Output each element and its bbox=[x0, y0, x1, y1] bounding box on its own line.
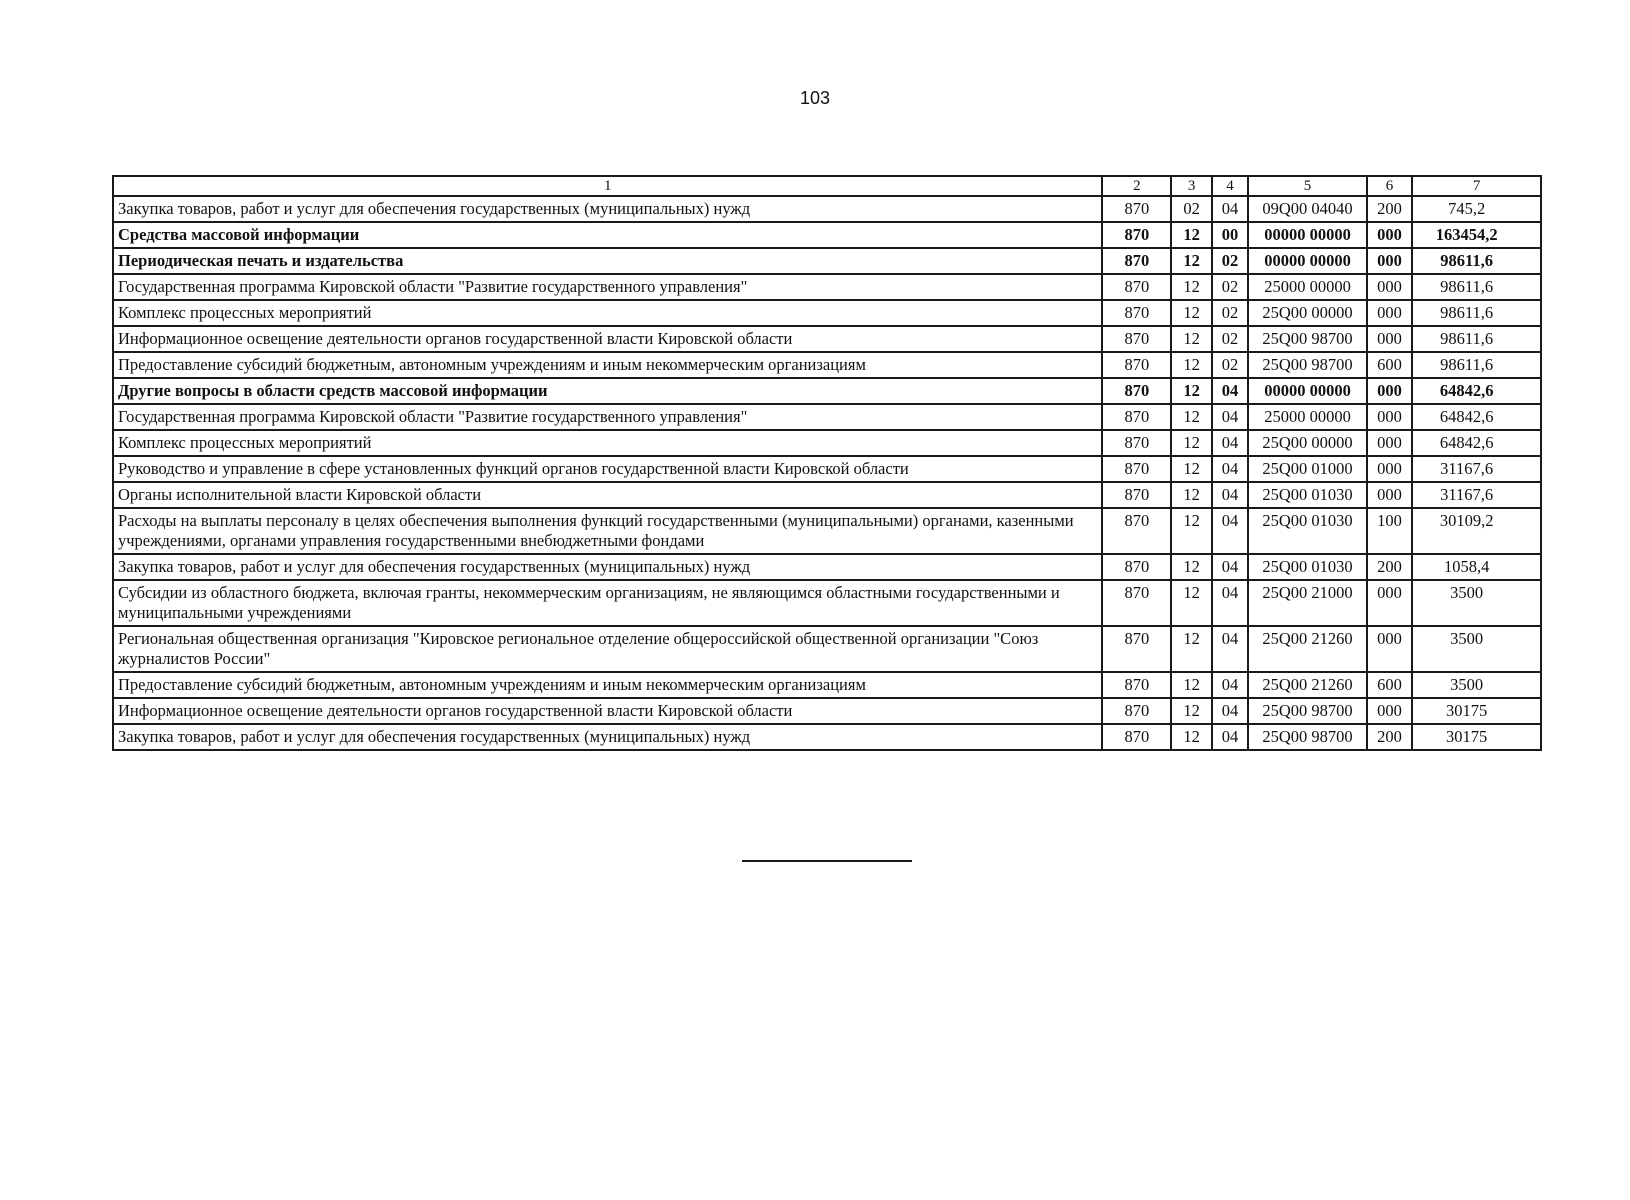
row-subsection-cell: 02 bbox=[1212, 352, 1248, 378]
table-row bbox=[113, 352, 1541, 378]
row-name-cell: Предоставление субсидий бюджетным, автономным учреждениям и иным некоммерческим организациям bbox=[113, 672, 1102, 698]
row-target-article-cell: 00000 00000 bbox=[1248, 222, 1366, 248]
row-expense-type-cell: 000 bbox=[1367, 222, 1413, 248]
column-header-1: 1 bbox=[113, 176, 1102, 196]
row-section-cell: 12 bbox=[1171, 456, 1212, 482]
column-header-6: 6 bbox=[1367, 176, 1413, 196]
row-expense-type-cell: 000 bbox=[1367, 456, 1413, 482]
row-amount-cell: 745,2 bbox=[1412, 196, 1541, 222]
table-row bbox=[113, 196, 1541, 222]
row-subsection-cell: 04 bbox=[1212, 482, 1248, 508]
table-row bbox=[113, 482, 1541, 508]
row-expense-type-cell: 100 bbox=[1367, 508, 1413, 554]
table-row bbox=[113, 222, 1541, 248]
row-expense-type-cell: 000 bbox=[1367, 430, 1413, 456]
row-code-cell: 870 bbox=[1102, 248, 1171, 274]
row-section-cell: 12 bbox=[1171, 222, 1212, 248]
row-target-article-cell: 25Q00 98700 bbox=[1248, 352, 1366, 378]
row-target-article-cell: 25Q00 21000 bbox=[1248, 580, 1366, 626]
row-target-article-cell: 25Q00 98700 bbox=[1248, 724, 1366, 750]
row-name-cell: Периодическая печать и издательства bbox=[113, 248, 1102, 274]
row-name-cell: Государственная программа Кировской области "Развитие государственного управления" bbox=[113, 274, 1102, 300]
row-subsection-cell: 02 bbox=[1212, 326, 1248, 352]
table-body bbox=[113, 196, 1541, 750]
row-target-article-cell: 25Q00 00000 bbox=[1248, 300, 1366, 326]
end-of-document-rule bbox=[742, 860, 912, 862]
row-subsection-cell: 04 bbox=[1212, 698, 1248, 724]
row-amount-cell: 98611,6 bbox=[1412, 326, 1541, 352]
row-section-cell: 12 bbox=[1171, 248, 1212, 274]
row-amount-cell: 3500 bbox=[1412, 626, 1541, 672]
row-subsection-cell: 04 bbox=[1212, 196, 1248, 222]
row-amount-cell: 30109,2 bbox=[1412, 508, 1541, 554]
table-row bbox=[113, 672, 1541, 698]
row-name-cell: Другие вопросы в области средств массовой информации bbox=[113, 378, 1102, 404]
row-target-article-cell: 00000 00000 bbox=[1248, 248, 1366, 274]
row-section-cell: 12 bbox=[1171, 626, 1212, 672]
row-subsection-cell: 04 bbox=[1212, 672, 1248, 698]
row-expense-type-cell: 200 bbox=[1367, 554, 1413, 580]
row-section-cell: 12 bbox=[1171, 482, 1212, 508]
row-name-cell: Закупка товаров, работ и услуг для обеспечения государственных (муниципальных) нужд bbox=[113, 554, 1102, 580]
row-expense-type-cell: 000 bbox=[1367, 274, 1413, 300]
row-expense-type-cell: 000 bbox=[1367, 300, 1413, 326]
column-header-3: 3 bbox=[1171, 176, 1212, 196]
row-section-cell: 12 bbox=[1171, 378, 1212, 404]
row-subsection-cell: 02 bbox=[1212, 300, 1248, 326]
row-amount-cell: 98611,6 bbox=[1412, 248, 1541, 274]
row-subsection-cell: 00 bbox=[1212, 222, 1248, 248]
row-name-cell: Закупка товаров, работ и услуг для обеспечения государственных (муниципальных) нужд bbox=[113, 196, 1102, 222]
row-section-cell: 12 bbox=[1171, 580, 1212, 626]
row-amount-cell: 31167,6 bbox=[1412, 482, 1541, 508]
row-target-article-cell: 25Q00 01030 bbox=[1248, 554, 1366, 580]
row-name-cell: Региональная общественная организация "Кировское региональное отделение общероссийской общественной организации "Союз журналистов России" bbox=[113, 626, 1102, 672]
row-subsection-cell: 04 bbox=[1212, 580, 1248, 626]
row-section-cell: 12 bbox=[1171, 724, 1212, 750]
row-target-article-cell: 09Q00 04040 bbox=[1248, 196, 1366, 222]
row-name-cell: Комплекс процессных мероприятий bbox=[113, 430, 1102, 456]
row-target-article-cell: 25Q00 98700 bbox=[1248, 698, 1366, 724]
row-expense-type-cell: 000 bbox=[1367, 378, 1413, 404]
row-subsection-cell: 04 bbox=[1212, 378, 1248, 404]
row-section-cell: 12 bbox=[1171, 300, 1212, 326]
row-name-cell: Субсидии из областного бюджета, включая гранты, некоммерческим организациям, не являющимся областными государственными и муниципальными учреждениями bbox=[113, 580, 1102, 626]
table-row bbox=[113, 554, 1541, 580]
row-subsection-cell: 04 bbox=[1212, 554, 1248, 580]
row-name-cell: Информационное освещение деятельности органов государственной власти Кировской области bbox=[113, 326, 1102, 352]
row-amount-cell: 3500 bbox=[1412, 672, 1541, 698]
row-expense-type-cell: 000 bbox=[1367, 482, 1413, 508]
row-amount-cell: 64842,6 bbox=[1412, 404, 1541, 430]
row-section-cell: 12 bbox=[1171, 508, 1212, 554]
row-section-cell: 12 bbox=[1171, 326, 1212, 352]
row-subsection-cell: 02 bbox=[1212, 248, 1248, 274]
column-header-5: 5 bbox=[1248, 176, 1366, 196]
row-target-article-cell: 25Q00 00000 bbox=[1248, 430, 1366, 456]
row-code-cell: 870 bbox=[1102, 274, 1171, 300]
row-code-cell: 870 bbox=[1102, 378, 1171, 404]
table-row bbox=[113, 456, 1541, 482]
row-code-cell: 870 bbox=[1102, 456, 1171, 482]
row-expense-type-cell: 600 bbox=[1367, 672, 1413, 698]
row-amount-cell: 98611,6 bbox=[1412, 274, 1541, 300]
row-name-cell: Органы исполнительной власти Кировской области bbox=[113, 482, 1102, 508]
row-code-cell: 870 bbox=[1102, 508, 1171, 554]
table-row bbox=[113, 580, 1541, 626]
table-header-row bbox=[113, 176, 1541, 196]
table-row bbox=[113, 326, 1541, 352]
row-target-article-cell: 25Q00 01000 bbox=[1248, 456, 1366, 482]
row-code-cell: 870 bbox=[1102, 300, 1171, 326]
row-section-cell: 12 bbox=[1171, 430, 1212, 456]
budget-table bbox=[112, 175, 1542, 751]
row-expense-type-cell: 200 bbox=[1367, 724, 1413, 750]
row-name-cell: Руководство и управление в сфере установленных функций органов государственной власти Кировской области bbox=[113, 456, 1102, 482]
row-code-cell: 870 bbox=[1102, 430, 1171, 456]
row-amount-cell: 64842,6 bbox=[1412, 430, 1541, 456]
row-amount-cell: 64842,6 bbox=[1412, 378, 1541, 404]
row-subsection-cell: 04 bbox=[1212, 456, 1248, 482]
row-expense-type-cell: 600 bbox=[1367, 352, 1413, 378]
row-target-article-cell: 25Q00 21260 bbox=[1248, 672, 1366, 698]
row-subsection-cell: 04 bbox=[1212, 430, 1248, 456]
row-expense-type-cell: 000 bbox=[1367, 626, 1413, 672]
table-row bbox=[113, 626, 1541, 672]
row-name-cell: Расходы на выплаты персоналу в целях обеспечения выполнения функций государственными (муниципальными) органами, казенными учреждениями, органами управления государственными внебюджетными фондами bbox=[113, 508, 1102, 554]
row-name-cell: Средства массовой информации bbox=[113, 222, 1102, 248]
row-amount-cell: 3500 bbox=[1412, 580, 1541, 626]
row-amount-cell: 163454,2 bbox=[1412, 222, 1541, 248]
row-target-article-cell: 25000 00000 bbox=[1248, 404, 1366, 430]
row-code-cell: 870 bbox=[1102, 626, 1171, 672]
row-subsection-cell: 04 bbox=[1212, 626, 1248, 672]
column-header-4: 4 bbox=[1212, 176, 1248, 196]
row-code-cell: 870 bbox=[1102, 326, 1171, 352]
row-name-cell: Комплекс процессных мероприятий bbox=[113, 300, 1102, 326]
row-amount-cell: 30175 bbox=[1412, 724, 1541, 750]
table-row bbox=[113, 430, 1541, 456]
row-subsection-cell: 02 bbox=[1212, 274, 1248, 300]
row-target-article-cell: 00000 00000 bbox=[1248, 378, 1366, 404]
row-amount-cell: 98611,6 bbox=[1412, 300, 1541, 326]
table-row bbox=[113, 724, 1541, 750]
column-header-7: 7 bbox=[1412, 176, 1541, 196]
row-target-article-cell: 25Q00 98700 bbox=[1248, 326, 1366, 352]
row-code-cell: 870 bbox=[1102, 222, 1171, 248]
row-code-cell: 870 bbox=[1102, 352, 1171, 378]
row-section-cell: 12 bbox=[1171, 404, 1212, 430]
row-code-cell: 870 bbox=[1102, 698, 1171, 724]
table-row bbox=[113, 404, 1541, 430]
row-section-cell: 12 bbox=[1171, 352, 1212, 378]
row-target-article-cell: 25Q00 21260 bbox=[1248, 626, 1366, 672]
row-code-cell: 870 bbox=[1102, 482, 1171, 508]
row-name-cell: Информационное освещение деятельности органов государственной власти Кировской области bbox=[113, 698, 1102, 724]
table-row bbox=[113, 248, 1541, 274]
page-number: 103 bbox=[799, 88, 831, 108]
row-target-article-cell: 25Q00 01030 bbox=[1248, 508, 1366, 554]
table-row bbox=[113, 300, 1541, 326]
row-subsection-cell: 04 bbox=[1212, 404, 1248, 430]
row-section-cell: 02 bbox=[1171, 196, 1212, 222]
row-expense-type-cell: 200 bbox=[1367, 196, 1413, 222]
row-section-cell: 12 bbox=[1171, 554, 1212, 580]
row-amount-cell: 30175 bbox=[1412, 698, 1541, 724]
row-target-article-cell: 25Q00 01030 bbox=[1248, 482, 1366, 508]
row-name-cell: Государственная программа Кировской области "Развитие государственного управления" bbox=[113, 404, 1102, 430]
row-code-cell: 870 bbox=[1102, 672, 1171, 698]
row-subsection-cell: 04 bbox=[1212, 508, 1248, 554]
row-expense-type-cell: 000 bbox=[1367, 248, 1413, 274]
row-amount-cell: 98611,6 bbox=[1412, 352, 1541, 378]
row-expense-type-cell: 000 bbox=[1367, 404, 1413, 430]
row-section-cell: 12 bbox=[1171, 698, 1212, 724]
row-expense-type-cell: 000 bbox=[1367, 698, 1413, 724]
row-code-cell: 870 bbox=[1102, 724, 1171, 750]
row-code-cell: 870 bbox=[1102, 554, 1171, 580]
row-code-cell: 870 bbox=[1102, 404, 1171, 430]
table-row bbox=[113, 698, 1541, 724]
row-amount-cell: 1058,4 bbox=[1412, 554, 1541, 580]
row-section-cell: 12 bbox=[1171, 274, 1212, 300]
row-name-cell: Предоставление субсидий бюджетным, автономным учреждениям и иным некоммерческим организациям bbox=[113, 352, 1102, 378]
row-code-cell: 870 bbox=[1102, 196, 1171, 222]
table-row bbox=[113, 508, 1541, 554]
table-row bbox=[113, 378, 1541, 404]
row-subsection-cell: 04 bbox=[1212, 724, 1248, 750]
table-row bbox=[113, 274, 1541, 300]
row-section-cell: 12 bbox=[1171, 672, 1212, 698]
row-target-article-cell: 25000 00000 bbox=[1248, 274, 1366, 300]
row-expense-type-cell: 000 bbox=[1367, 580, 1413, 626]
row-amount-cell: 31167,6 bbox=[1412, 456, 1541, 482]
row-name-cell: Закупка товаров, работ и услуг для обеспечения государственных (муниципальных) нужд bbox=[113, 724, 1102, 750]
row-expense-type-cell: 000 bbox=[1367, 326, 1413, 352]
column-header-2: 2 bbox=[1102, 176, 1171, 196]
row-code-cell: 870 bbox=[1102, 580, 1171, 626]
